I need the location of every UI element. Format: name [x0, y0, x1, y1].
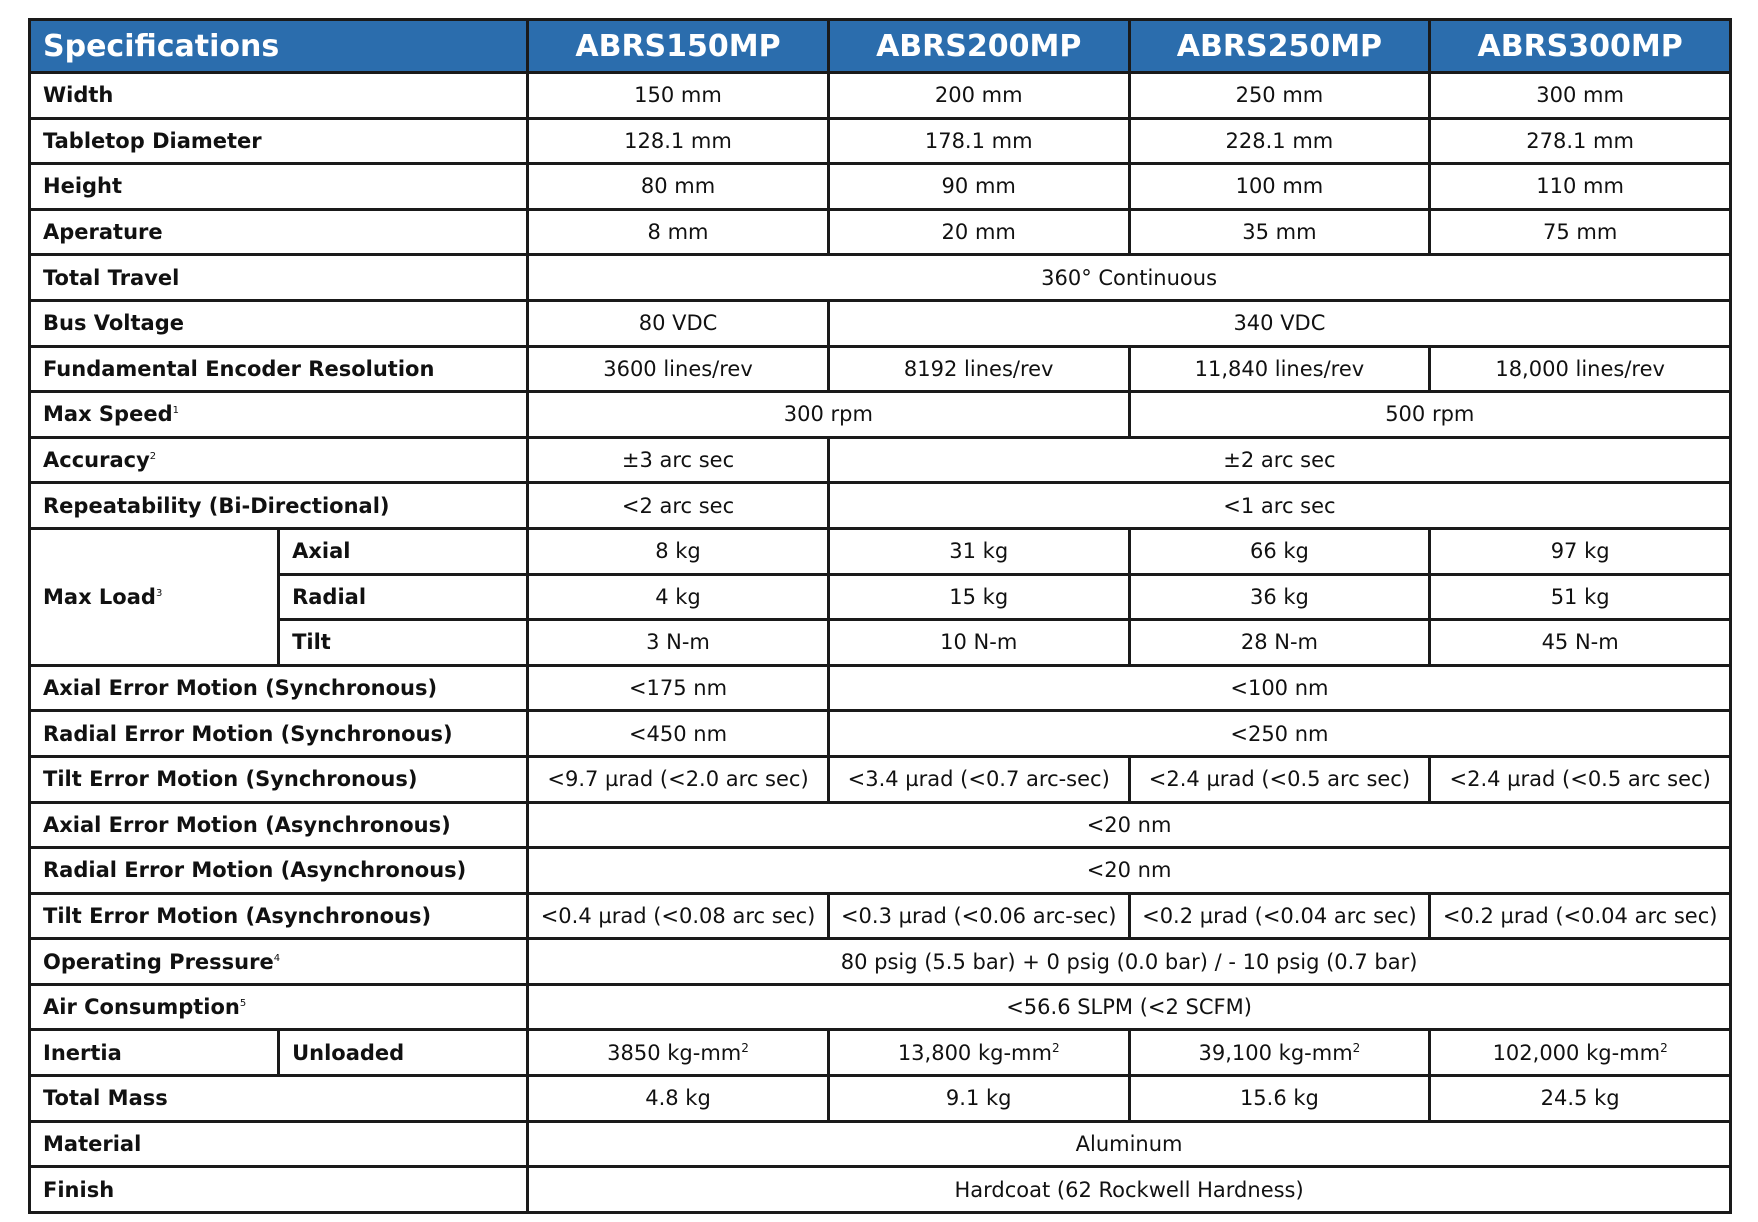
cell: <1 arc sec [828, 483, 1730, 529]
header-row [30, 20, 1731, 73]
footnote-marker: 4 [273, 952, 281, 964]
row-radial-error-async [30, 848, 1731, 894]
row-label: Axial Error Motion (Asynchronous) [30, 802, 528, 848]
cell [828, 1030, 1129, 1076]
cell: 80 VDC [528, 300, 829, 346]
row-axial-error-sync [30, 665, 1731, 711]
cell: 15 kg [828, 574, 1129, 620]
row-height [30, 164, 1731, 210]
row-label: Fundamental Encoder Resolution [30, 346, 528, 392]
cell: 278.1 mm [1430, 118, 1731, 164]
row-max-load-axial [30, 528, 1731, 574]
row-repeatability [30, 483, 1731, 529]
row-label: Radial Error Motion (Synchronous) [30, 711, 528, 757]
cell: ±2 arc sec [828, 437, 1730, 483]
cell: ±3 arc sec [528, 437, 829, 483]
cell: 4 kg [528, 574, 829, 620]
cell: <0.2 µrad (<0.04 arc sec) [1129, 893, 1430, 939]
cell-value: 13,800 kg-mm [897, 1040, 1052, 1065]
row-inertia [30, 1030, 1731, 1076]
cell: <450 nm [528, 711, 829, 757]
cell: 75 mm [1430, 209, 1731, 255]
unit-exponent: 2 [1352, 1040, 1361, 1055]
cell: <0.4 µrad (<0.08 arc sec) [528, 893, 829, 939]
cell: 4.8 kg [528, 1076, 829, 1122]
row-finish [30, 1167, 1731, 1213]
cell: 66 kg [1129, 528, 1430, 574]
cell: 31 kg [828, 528, 1129, 574]
unit-exponent: 2 [741, 1040, 749, 1055]
cell: 360° Continuous [528, 255, 1731, 301]
row-label: Aperature [30, 209, 528, 255]
row-label [30, 392, 528, 438]
cell: <2.4 µrad (<0.5 arc sec) [1129, 756, 1430, 802]
cell: <2 arc sec [528, 483, 829, 529]
row-label-text: Operating Pressure [43, 949, 274, 974]
sub-label: Axial [279, 528, 528, 574]
cell: <20 nm [528, 802, 1731, 848]
row-label [30, 437, 528, 483]
cell: 8192 lines/rev [828, 346, 1129, 392]
row-max-speed [30, 392, 1731, 438]
cell [1430, 1030, 1731, 1076]
cell-value: 102,000 kg-mm [1492, 1040, 1661, 1065]
header-model-4: ABRS300MP [1430, 20, 1731, 73]
sub-label: Tilt [279, 620, 528, 666]
cell: 128.1 mm [528, 118, 829, 164]
footnote-marker: 1 [172, 405, 179, 417]
header-specifications: Specifications [30, 20, 528, 73]
row-total-mass [30, 1076, 1731, 1122]
cell: 228.1 mm [1129, 118, 1430, 164]
row-label: Finish [30, 1167, 528, 1213]
row-label-text: Max Load [43, 584, 156, 609]
sub-label: Unloaded [279, 1030, 528, 1076]
cell: 36 kg [1129, 574, 1430, 620]
cell: 10 N-m [828, 620, 1129, 666]
cell: 80 psig (5.5 bar) + 0 psig (0.0 bar) / - 10 psig (0.7 bar) [528, 939, 1731, 985]
cell: 11,840 lines/rev [1129, 346, 1430, 392]
cell: <56.6 SLPM (<2 SCFM) [528, 984, 1731, 1030]
cell: 3 N-m [528, 620, 829, 666]
cell: <100 nm [828, 665, 1730, 711]
row-tilt-error-sync [30, 756, 1731, 802]
cell: 110 mm [1430, 164, 1731, 210]
row-material [30, 1121, 1731, 1167]
cell: 90 mm [828, 164, 1129, 210]
row-max-load-tilt [30, 620, 1731, 666]
row-encoder-resolution [30, 346, 1731, 392]
cell: Aluminum [528, 1121, 1731, 1167]
cell: 35 mm [1129, 209, 1430, 255]
row-width [30, 73, 1731, 119]
row-total-travel [30, 255, 1731, 301]
row-label [30, 939, 528, 985]
row-label: Tabletop Diameter [30, 118, 528, 164]
cell: 8 kg [528, 528, 829, 574]
cell: 28 N-m [1129, 620, 1430, 666]
specifications-table [28, 18, 1732, 1214]
cell: <0.3 µrad (<0.06 arc-sec) [828, 893, 1129, 939]
sub-label: Radial [279, 574, 528, 620]
row-label-max-load [30, 528, 279, 665]
cell: 200 mm [828, 73, 1129, 119]
row-label-text: Max Speed [43, 402, 173, 427]
footnote-marker: 2 [149, 451, 157, 463]
cell: 100 mm [1129, 164, 1430, 210]
cell: 340 VDC [828, 300, 1730, 346]
row-label: Radial Error Motion (Asynchronous) [30, 848, 528, 894]
row-label: Repeatability (Bi-Directional) [30, 483, 528, 529]
footnote-marker: 5 [239, 998, 247, 1010]
cell: 9.1 kg [828, 1076, 1129, 1122]
cell: 24.5 kg [1430, 1076, 1731, 1122]
cell: 20 mm [828, 209, 1129, 255]
cell: Hardcoat (62 Rockwell Hardness) [528, 1167, 1731, 1213]
cell: 8 mm [528, 209, 829, 255]
cell: <0.2 µrad (<0.04 arc sec) [1430, 893, 1731, 939]
row-label: Width [30, 73, 528, 119]
row-label-text: Accuracy [43, 448, 150, 473]
cell-value: 3850 kg-mm [607, 1040, 742, 1065]
cell: <9.7 µrad (<2.0 arc sec) [528, 756, 829, 802]
cell: 51 kg [1430, 574, 1731, 620]
row-label: Height [30, 164, 528, 210]
row-air-consumption [30, 984, 1731, 1030]
header-model-1: ABRS150MP [528, 20, 829, 73]
row-accuracy [30, 437, 1731, 483]
cell: <2.4 µrad (<0.5 arc sec) [1430, 756, 1731, 802]
cell [528, 1030, 829, 1076]
cell: 150 mm [528, 73, 829, 119]
row-label: Total Mass [30, 1076, 528, 1122]
row-label [30, 984, 528, 1030]
row-label: Material [30, 1121, 528, 1167]
cell: <3.4 µrad (<0.7 arc-sec) [828, 756, 1129, 802]
cell: 178.1 mm [828, 118, 1129, 164]
row-tilt-error-async [30, 893, 1731, 939]
cell: <20 nm [528, 848, 1731, 894]
unit-exponent: 2 [1660, 1040, 1668, 1055]
footnote-marker: 3 [155, 587, 163, 599]
cell: 300 rpm [528, 392, 1129, 438]
header-model-3: ABRS250MP [1129, 20, 1430, 73]
cell: <250 nm [828, 711, 1730, 757]
cell: 3600 lines/rev [528, 346, 829, 392]
cell: 97 kg [1430, 528, 1731, 574]
cell: 250 mm [1129, 73, 1430, 119]
cell [1129, 1030, 1430, 1076]
cell: 300 mm [1430, 73, 1731, 119]
row-tabletop-diameter [30, 118, 1731, 164]
cell: 500 rpm [1129, 392, 1730, 438]
cell: 18,000 lines/rev [1430, 346, 1731, 392]
row-operating-pressure [30, 939, 1731, 985]
row-max-load-radial [30, 574, 1731, 620]
row-label: Tilt Error Motion (Synchronous) [30, 756, 528, 802]
row-bus-voltage [30, 300, 1731, 346]
cell: <175 nm [528, 665, 829, 711]
row-label: Axial Error Motion (Synchronous) [30, 665, 528, 711]
unit-exponent: 2 [1051, 1040, 1060, 1055]
cell-value: 39,100 kg-mm [1198, 1040, 1353, 1065]
row-aperature [30, 209, 1731, 255]
cell: 15.6 kg [1129, 1076, 1430, 1122]
row-axial-error-async [30, 802, 1731, 848]
cell: 45 N-m [1430, 620, 1731, 666]
row-label: Tilt Error Motion (Asynchronous) [30, 893, 528, 939]
cell: 80 mm [528, 164, 829, 210]
row-radial-error-sync [30, 711, 1731, 757]
row-label: Inertia [30, 1030, 279, 1076]
row-label: Total Travel [30, 255, 528, 301]
row-label: Bus Voltage [30, 300, 528, 346]
row-label-text: Air Consumption [43, 995, 240, 1020]
header-model-2: ABRS200MP [828, 20, 1129, 73]
